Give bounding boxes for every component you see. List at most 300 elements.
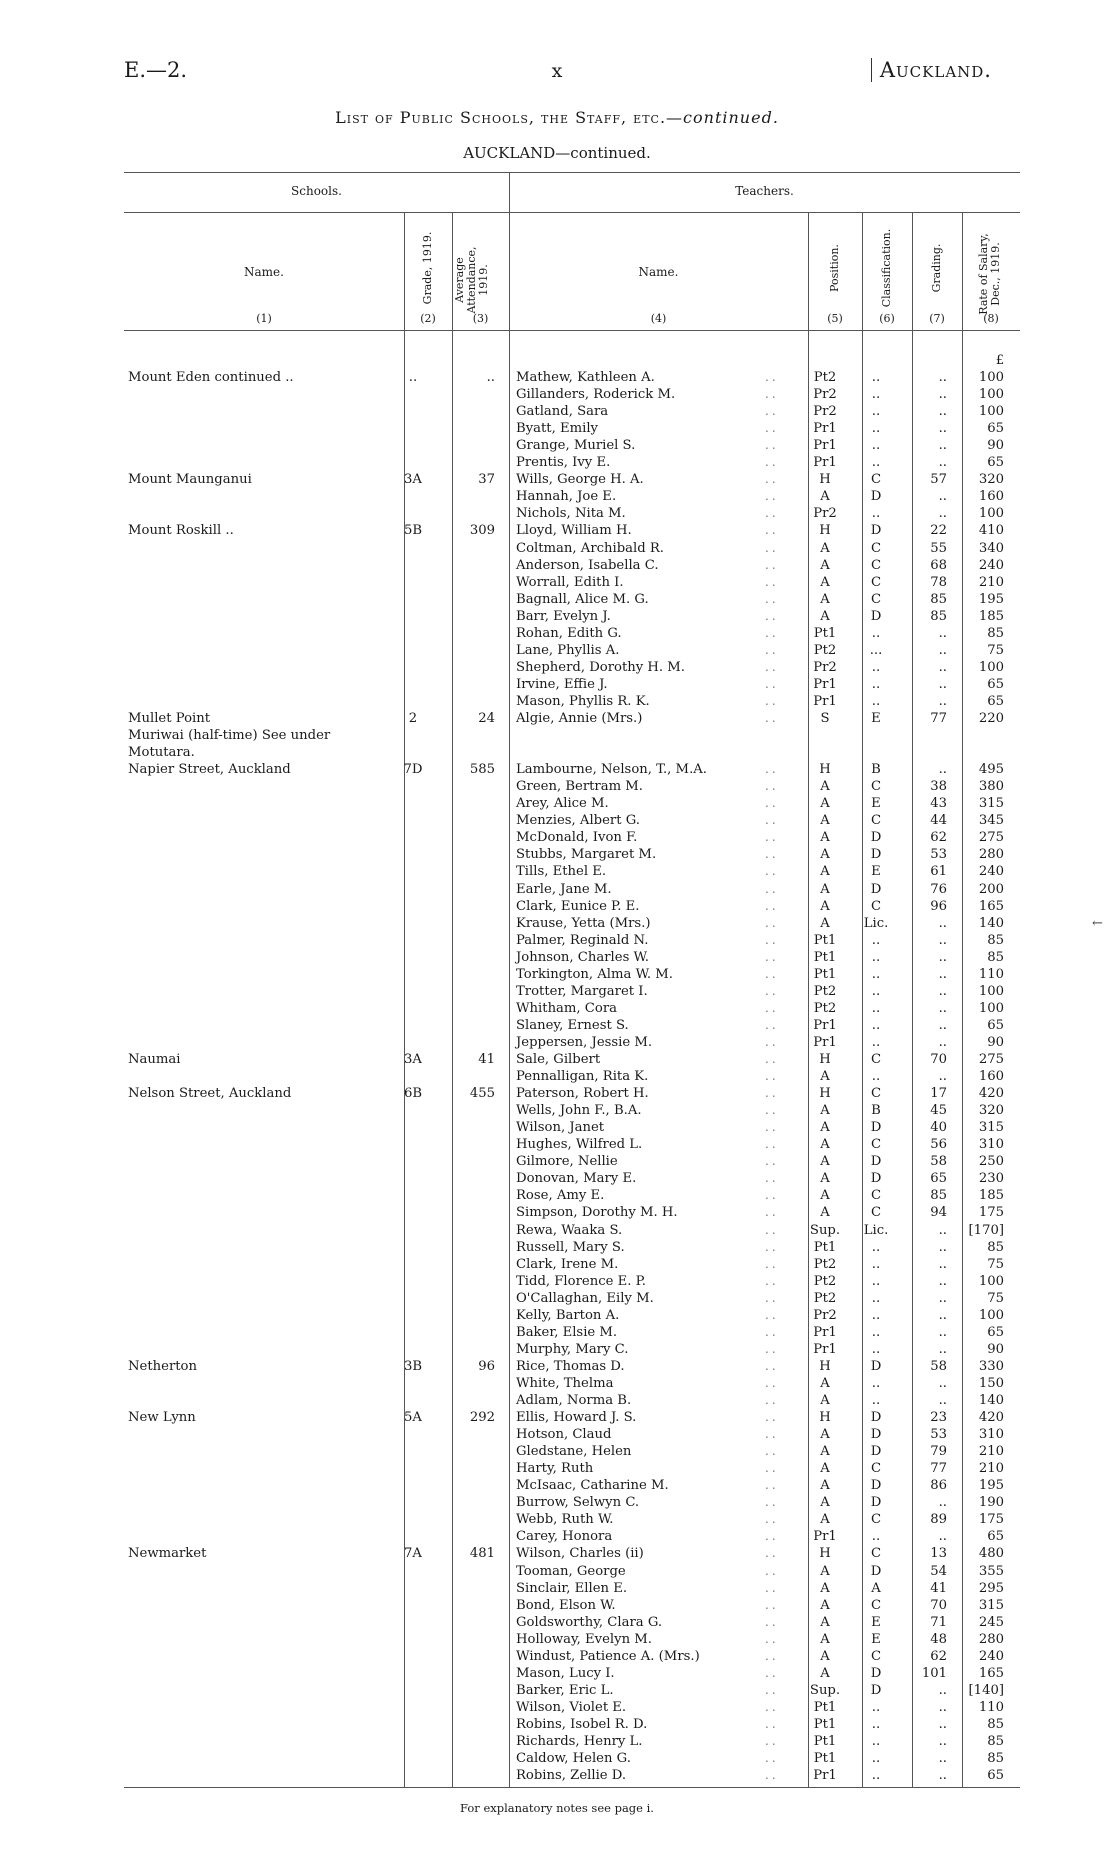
teacher-classification: E [871,796,881,812]
teacher-position: Sup. [809,1682,841,1698]
table-row [0,829,1114,846]
salary-rate: 245 [978,1614,1004,1630]
salary-rate: 140 [978,1393,1004,1408]
leader-dots: .. [765,1086,779,1101]
table-row [0,1239,1114,1256]
leader-dots: .. [765,1444,779,1459]
teacher-name: Byatt, Emily [516,421,599,437]
leader-dots: .. [765,574,779,589]
teacher-classification: D [870,1665,882,1681]
leader-dots: .. [765,1410,779,1425]
salary-rate: 315 [978,1120,1004,1136]
teachers-header: Teachers. [735,184,794,198]
leader-dots: .. [765,1290,779,1305]
leader-dots: .. [765,1716,779,1731]
teacher-classification: .. [871,1699,881,1715]
teacher-name: Johnson, Charles W. [516,949,649,965]
teacher-position: Pr1 [813,455,837,471]
school-grade: 5B [403,523,423,539]
teacher-position: Pr2 [813,387,837,403]
teacher-name: Carey, Honora [516,1529,613,1545]
teacher-classification: C [870,1648,882,1664]
teacher-position: A [820,1512,830,1528]
leader-dots: .. [765,1751,779,1766]
school-name-header: Name. [244,265,284,279]
table-row [0,863,1114,880]
teacher-name: Gatland, Sara [516,404,609,420]
table-row [0,1136,1114,1153]
teacher-position: Pr1 [813,1341,837,1357]
teacher-name: Lloyd, William H. [516,523,632,539]
leader-dots: .. [765,1614,779,1629]
salary-rate: 65 [987,421,1004,437]
teacher-name: Wilson, Violet E. [516,1699,627,1715]
teacher-position: H [819,1086,831,1102]
teacher-grading: .. [938,659,947,675]
teacher-position: A [820,1444,830,1460]
salary-rate: 495 [978,762,1004,778]
teacher-classification: .. [871,1000,881,1016]
teacher-classification: .. [871,966,881,982]
teacher-name: Mason, Phyllis R. K. [516,693,650,709]
teacher-classification: C [870,813,882,829]
table-row [0,1034,1114,1051]
leader-dots: .. [765,1358,779,1373]
leader-dots: .. [765,1052,779,1066]
school-name: Mount Maunganui [128,472,252,488]
teacher-name: Robins, Zellie D. [516,1768,627,1784]
salary-rate: 240 [978,864,1004,880]
salary-rate: 100 [978,370,1004,385]
table-row [0,522,1114,539]
leader-dots: .. [765,864,779,879]
salary-rate: 175 [978,1205,1004,1221]
teacher-classification: .. [871,1034,881,1050]
teacher-grading: 62 [930,830,947,846]
teacher-classification: D [870,1682,882,1698]
teacher-classification: C [870,1205,882,1221]
salary-rate: 65 [987,1529,1004,1545]
leader-dots: .. [765,523,779,538]
salary-rate: 380 [978,779,1004,795]
school-grade: 5A [404,1410,422,1426]
teacher-classification: .. [871,1734,881,1749]
teacher-classification: B [871,762,881,778]
school-grade: 7D [403,762,423,778]
teacher-position: A [820,591,830,607]
teacher-name: Lambourne, Nelson, T., M.A. [516,762,707,778]
teacher-classification: D [870,1495,882,1511]
salary-rate: 85 [987,1734,1004,1749]
table-row [0,744,1114,761]
teacher-position: Pt1 [813,1734,837,1749]
teacher-classification: E [871,1631,881,1647]
salary-rate: 100 [978,1000,1004,1016]
teacher-classification: E [871,711,881,726]
salary-rate: 185 [978,1188,1004,1204]
leader-dots: .. [765,813,779,828]
salary-rate: 160 [978,489,1004,505]
teacher-classification: C [870,540,882,556]
salary-rate: 220 [978,711,1004,726]
teacher-name: Shepherd, Dorothy H. M. [516,659,685,675]
leader-dots: .. [765,1461,779,1476]
teacher-position: Pr2 [813,1307,837,1323]
leader-dots: .. [765,1017,779,1032]
salary-rate: 185 [978,608,1004,624]
salary-rate: 150 [978,1375,1004,1391]
teacher-name: Harty, Ruth [516,1461,594,1477]
teacher-grading: .. [938,915,947,931]
teacher-name: Robins, Isobel R. D. [516,1716,648,1732]
table-row [0,437,1114,454]
teacher-classification: .. [871,506,881,522]
salary-rate: 210 [978,1461,1004,1477]
table-row [0,1392,1114,1409]
school-name: Muriwai (half-time) See under [128,728,331,744]
salary-rate: 140 [978,915,1004,931]
leader-dots: .. [765,983,779,998]
teacher-classification: .. [871,1716,881,1732]
teacher-grading: .. [938,1529,947,1545]
leader-dots: .. [765,1495,779,1510]
table-row [0,898,1114,915]
table-row [0,727,1114,744]
school-grade: 2 [408,711,418,726]
table-row [0,1307,1114,1324]
teacher-grading: 79 [930,1444,947,1460]
school-name: Motutara. [128,745,195,761]
teacher-classification: .. [871,1239,881,1255]
teacher-name: Russell, Mary S. [516,1239,625,1255]
classification-header: Classification. [880,228,893,308]
teacher-classification: D [870,881,882,897]
teacher-classification: .. [871,693,881,709]
teacher-name: Gillanders, Roderick M. [516,387,676,403]
table-row [0,1187,1114,1204]
salary-rate: 340 [978,540,1004,556]
table-row [0,761,1114,778]
leader-dots: .. [765,1734,779,1748]
salary-rate: 85 [987,625,1004,641]
teacher-position: Pt2 [813,642,837,658]
leader-dots: .. [765,1034,779,1049]
teacher-grading: 61 [930,864,947,880]
teacher-grading: .. [938,1324,947,1340]
teacher-classification: D [870,1478,882,1494]
table-row [0,795,1114,812]
teacher-name: McDonald, Ivon F. [516,830,638,846]
teacher-position: H [819,1052,831,1067]
teacher-name: Mason, Lucy I. [516,1665,615,1681]
teacher-position: A [820,779,830,795]
teacher-name: Barker, Eric L. [516,1682,614,1698]
leader-dots: .. [765,915,779,930]
teacher-grading: 43 [930,796,947,812]
salary-rate: 175 [978,1512,1004,1528]
salary-rate: 330 [978,1358,1004,1374]
grade-header: Grade, 1919. [421,231,434,305]
school-name: New Lynn [128,1410,196,1426]
teacher-grading: .. [938,387,947,403]
teacher-grading: .. [938,1341,947,1357]
teacher-grading: .. [938,506,947,522]
teacher-grading: .. [938,1000,947,1016]
teacher-name: Adlam, Norma B. [516,1393,632,1408]
teacher-name: Algie, Annie (Mrs.) [516,711,643,726]
salary-rate: 480 [978,1546,1004,1562]
teacher-name: Nichols, Nita M. [516,506,626,522]
salary-rate: 275 [978,830,1004,846]
teacher-position: Pr1 [813,676,837,692]
teacher-grading: 70 [930,1052,947,1067]
salary-rate: 90 [987,1034,1004,1050]
teacher-name: Anderson, Isabella C. [516,557,659,573]
teacher-grading: .. [938,438,947,454]
school-name: Nelson Street, Auckland [128,1086,292,1102]
table-row [0,1682,1114,1699]
teacher-classification: D [870,1358,882,1374]
teacher-position: H [819,762,831,778]
teacher-name: Palmer, Reginald N. [516,932,649,948]
leader-dots: .. [765,1699,779,1714]
teacher-classification: C [870,472,882,488]
teacher-grading: 57 [930,472,947,488]
teacher-grading: .. [938,1734,947,1749]
salary-rate: 310 [978,1427,1004,1443]
teacher-position: A [820,489,830,505]
salary-rate: 345 [978,813,1004,829]
position-header: Position. [828,244,841,292]
teacher-classification: C [870,1086,882,1102]
teacher-grading: .. [938,676,947,692]
salary-rate: 320 [978,472,1004,488]
table-row [0,983,1114,1000]
grading-header: Grading. [930,243,943,293]
region-running-head: Auckland. [871,58,992,82]
teacher-name: Goldsworthy, Clara G. [516,1614,663,1630]
leader-dots: .. [765,625,779,640]
average-attendance: .. [486,370,495,385]
teacher-name: Hannah, Joe E. [516,489,617,505]
school-grade: 3A [404,1052,422,1067]
teacher-name: Rice, Thomas D. [516,1358,625,1374]
teacher-name: Windust, Patience A. (Mrs.) [516,1648,700,1664]
leader-dots: .. [765,506,779,521]
header-bottom-rule [124,330,1020,331]
teacher-position: H [819,472,831,488]
salary-rate: 100 [978,983,1004,999]
teacher-position: Pr1 [813,1034,837,1050]
school-grade: 3B [403,1358,423,1374]
leader-dots: .. [765,1273,779,1288]
teacher-name: Barr, Evelyn J. [516,608,611,624]
salary-rate: 195 [978,1478,1004,1494]
teacher-classification: .. [871,1375,881,1391]
teacher-name: Webb, Ruth W. [516,1512,614,1528]
teacher-grading: 22 [930,523,947,539]
teacher-classification: A [871,1580,881,1596]
teacher-position: A [820,1120,830,1136]
teacher-name: Whitham, Cora [516,1000,618,1016]
teacher-position: A [820,608,830,624]
table-row [0,1290,1114,1307]
leader-dots: .. [765,1580,779,1595]
teacher-classification: D [870,1410,882,1426]
teacher-grading: 23 [930,1410,947,1426]
teacher-grading: 77 [930,1461,947,1477]
teacher-classification: Lic. [863,915,889,931]
table-row [0,505,1114,522]
salary-rate: 100 [978,1307,1004,1323]
school-grade: 3A [404,472,422,488]
leader-dots: .. [765,796,779,811]
salary-rate: 230 [978,1171,1004,1187]
teacher-name: Slaney, Ernest S. [516,1017,629,1033]
leader-dots: .. [765,1000,779,1015]
table-row [0,369,1114,386]
teacher-grading: 68 [930,557,947,573]
teacher-name: White, Thelma [516,1375,614,1391]
teacher-position: Pt2 [813,370,837,385]
teacher-name: Wilson, Charles (ii) [516,1546,644,1562]
table-row [0,1580,1114,1597]
table-row [0,1665,1114,1682]
teacher-position: A [820,1648,830,1664]
teacher-name: Green, Bertram M. [516,779,643,795]
table-row [0,642,1114,659]
salary-rate: 110 [978,1699,1004,1715]
teacher-grading: 71 [930,1614,947,1630]
table-row [0,608,1114,625]
teacher-grading: .. [938,455,947,471]
salary-rate: [140] [968,1682,1004,1698]
average-attendance: 455 [469,1086,495,1102]
salary-rate: 165 [978,1665,1004,1681]
teacher-name: Rose, Amy E. [516,1188,605,1204]
salary-rate: 100 [978,387,1004,403]
footer-note: For explanatory notes see page i. [460,1801,654,1815]
teacher-position: A [820,881,830,897]
table-row [0,1153,1114,1170]
leader-dots: .. [765,1222,779,1237]
teacher-name: Hughes, Wilfred L. [516,1137,643,1153]
teacher-classification: D [870,847,882,863]
teacher-grading: 38 [930,779,947,795]
teacher-name: Holloway, Evelyn M. [516,1631,652,1647]
table-row [0,540,1114,557]
leader-dots: .. [765,1103,779,1118]
table-row [0,1051,1114,1068]
teacher-name: Richards, Henry L. [516,1734,643,1749]
teacher-grading: 48 [930,1631,947,1647]
leader-dots: .. [765,1188,779,1203]
teacher-classification: .. [871,1393,881,1408]
leader-dots: .. [765,898,779,913]
teacher-position: A [820,1375,830,1391]
teacher-name: Stubbs, Margaret M. [516,847,657,863]
table-row [0,454,1114,471]
teacher-position: Pt2 [813,1273,837,1289]
leader-dots: .. [765,1682,779,1697]
teacher-position: A [820,1478,830,1494]
salary-rate: [170] [968,1222,1004,1238]
teacher-position: A [820,540,830,556]
teacher-grading: .. [938,1699,947,1715]
leader-dots: .. [765,1205,779,1220]
teacher-classification: .. [871,1017,881,1033]
teacher-position: A [820,898,830,914]
leader-dots: .. [765,489,779,504]
leader-dots: .. [765,676,779,691]
school-grade: 7A [404,1546,422,1562]
teacher-classification: D [870,523,882,539]
teacher-grading: 44 [930,813,947,829]
teacher-grading: 96 [930,898,947,914]
teacher-grading: .. [938,762,947,778]
teacher-name: Sale, Gilbert [516,1052,601,1067]
table-row [0,915,1114,932]
salary-rate: 420 [978,1410,1004,1426]
teacher-position: A [820,1393,830,1408]
table-row [0,591,1114,608]
salary-rate: 420 [978,1086,1004,1102]
salary-rate: 295 [978,1580,1004,1596]
salary-rate: 65 [987,1324,1004,1340]
teacher-classification: .. [871,438,881,454]
teacher-grading: .. [938,983,947,999]
teacher-name: Jeppersen, Jessie M. [516,1034,653,1050]
teacher-name: Trotter, Margaret I. [516,983,648,999]
teacher-classification: .. [871,404,881,420]
leader-dots: .. [765,762,779,777]
teacher-grading: 55 [930,540,947,556]
leader-dots: .. [765,830,779,845]
table-row [0,1494,1114,1511]
teacher-position: H [819,1358,831,1374]
table-row [0,1716,1114,1733]
salary-rate: 85 [987,1239,1004,1255]
teacher-name: Earle, Jane M. [516,881,612,897]
teacher-classification: C [870,1052,882,1067]
table-row [0,1358,1114,1375]
salary-rate: 85 [987,1751,1004,1767]
leader-dots: .. [765,1512,779,1527]
region-title: AUCKLAND—continued. [463,144,651,162]
teacher-classification: Lic. [863,1222,889,1238]
col-number: (7) [929,312,945,325]
leader-dots: .. [765,591,779,606]
leader-dots: .. [765,455,779,470]
teacher-grading: 54 [930,1563,947,1579]
teacher-classification: .. [871,1324,881,1340]
table-row [0,1477,1114,1494]
leader-dots: .. [765,1563,779,1578]
leader-dots: .. [765,1307,779,1322]
teacher-position: Pt2 [813,1256,837,1272]
teacher-grading: 17 [930,1086,947,1102]
col-number: (2) [420,312,436,325]
salary-rate: 65 [987,455,1004,471]
leader-dots: .. [765,949,779,964]
school-grade: .. [408,370,418,385]
teacher-name: Tills, Ethel E. [516,864,607,880]
leader-dots: .. [765,557,779,572]
teacher-classification: .. [871,421,881,437]
average-attendance: 96 [478,1358,495,1374]
teacher-name: Torkington, Alma W. M. [516,966,673,982]
salary-rate: 160 [978,1069,1004,1085]
